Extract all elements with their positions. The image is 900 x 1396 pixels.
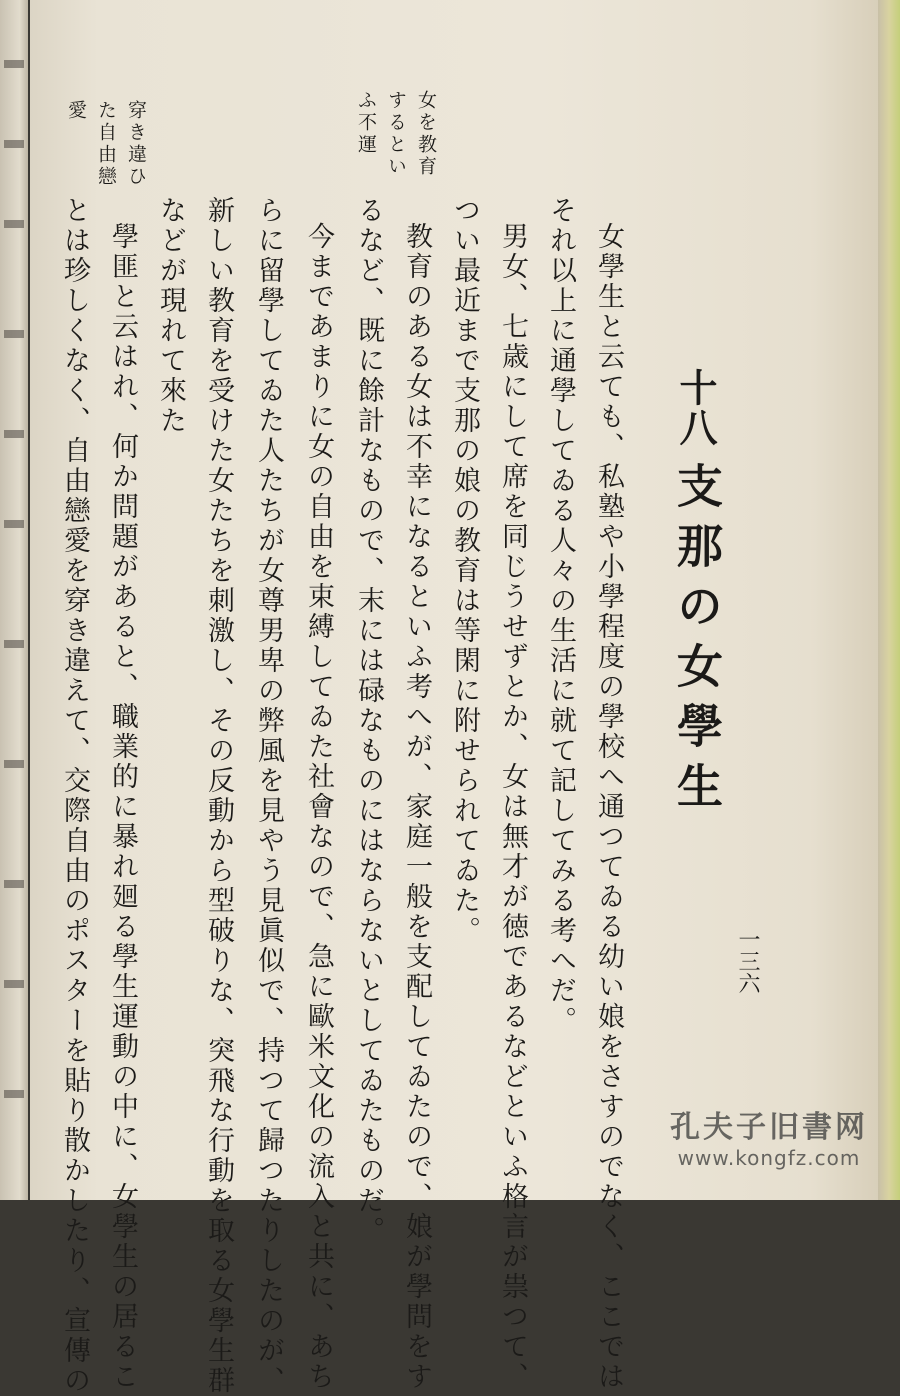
body-text-column: るなど、既に餘計なもので、末には碌なものにはならないとしてゐたものだ。 [353,196,384,1246]
margin-note-line: 愛 [65,100,87,122]
margin-note-line: 穿き違ひ [125,100,147,188]
body-text-column: 男女、七歳にして席を同じうせずとか、女は無才が徳であるなどといふ格言が祟つて、 [497,222,528,1392]
body-text-column: それ以上に通學してゐる人々の生活に就て記してみる考へだ。 [545,196,576,1036]
right-page-edge [878,0,900,1200]
body-text-column: とは珍しくなく、自由戀愛を穿き違えて、交際自由のポスターを貼り散かしたり、宣傳の [59,196,90,1396]
margin-note-line: するとい [385,90,407,178]
body-text-column: 新しい教育を受けた女たちを刺激し、その反動から型破りな、突飛な行動を取る女學生群 [203,196,234,1396]
page-number: 一三六 [735,928,760,994]
margin-note-line: 女を教育 [415,90,437,178]
body-text-column: 今まであまりに女の自由を束縛してゐた社會なので、急に歐米文化の流入と共に、あち [303,222,334,1392]
chapter-title: 支那の女學生 [670,462,724,822]
watermark-text: 孔夫子旧書网 [670,1110,868,1145]
margin-note-line: ふ不運 [355,90,377,156]
chapter-number: 十八 [673,368,718,448]
body-text-column: らに留學してゐた人たちが女尊男卑の弊風を見やう見眞似で、持つて歸つたりしたのが、 [253,196,284,1396]
body-text-column: 學匪と云はれ、何か問題があると、職業的に暴れ廻る學生運動の中に、女學生の居るこ [107,222,138,1392]
left-page-edge [0,0,28,1200]
margin-note-line: た自由戀 [95,100,117,188]
watermark [670,1102,868,1170]
watermark-url: www.kongfz.com [677,1146,861,1170]
body-text-column: 教育のある女は不幸になるといふ考へが、家庭一般を支配してゐたので、娘が學問をす [401,222,432,1392]
body-text-column: 女學生と云ても、私塾や小學程度の學校へ通つてゐる幼い娘をさすのでなく、ここでは [593,222,624,1392]
body-text-column: つい最近まで支那の娘の教育は等閑に附せられてゐた。 [449,196,480,946]
body-text-column: などが現れて來た [155,196,186,436]
